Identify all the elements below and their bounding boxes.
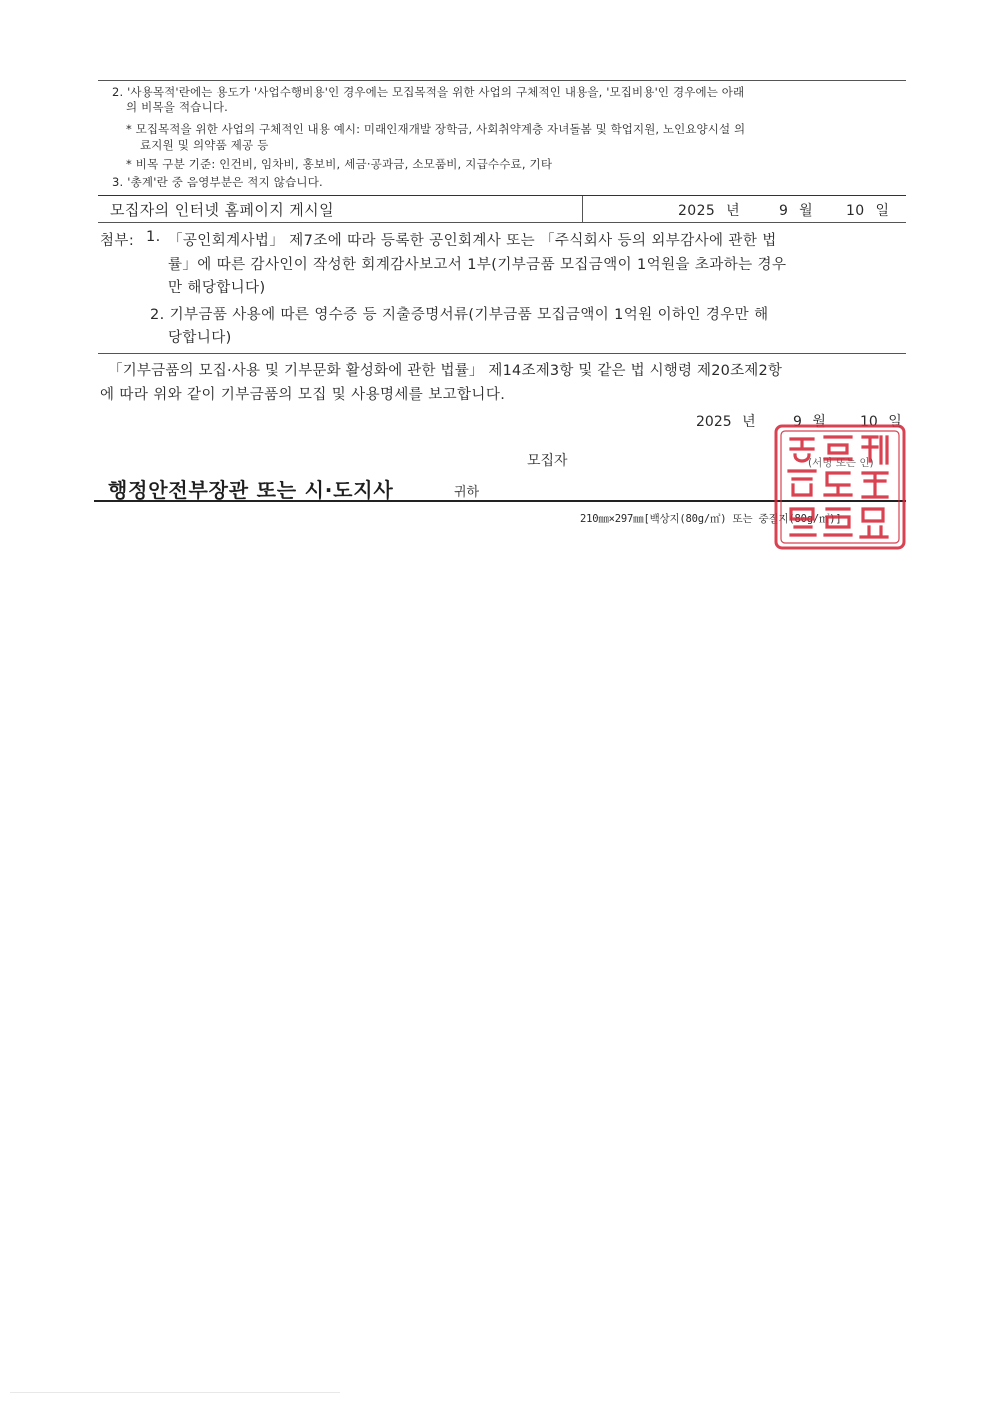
paper-spec: 210㎜×297㎜[백상지(80g/㎡) 또는 중질지(80g/㎡)] [580, 513, 842, 525]
attachment-2-line2: 당합니다) [168, 330, 232, 346]
posting-year-unit: 년 [726, 203, 741, 219]
posting-month-value: 9 [779, 203, 789, 219]
scan-edge-line [10, 1392, 340, 1393]
statement-line2: 에 따라 위와 같이 기부금품의 모집 및 사용명세를 보고합니다. [100, 387, 506, 403]
posting-month [779, 200, 813, 220]
posting-month-unit: 월 [799, 203, 814, 219]
signature-month-unit: 월 [812, 414, 826, 430]
posting-row-divider [582, 196, 583, 222]
note-3: 3. '총계'란 중 음영부분은 적지 않습니다. [112, 175, 323, 189]
note-bullet-1-line1: * 모집목적을 위한 사업의 구체적인 내용 예시: 미래인재개발 장학금, 사회취약계층 자녀돌봄 및 학업지원, 노인요양시설 의 [126, 122, 746, 136]
posting-year [678, 200, 740, 220]
note-2-line1: 2. '사용목적'란에는 용도가 '사업수행비용'인 경우에는 모집목적을 위한 사업의 구체적인 내용을, '모집비용'인 경우에는 아래 [112, 85, 745, 99]
posting-row-top-rule [98, 195, 906, 196]
signature-year [696, 411, 756, 431]
note-bullet-1-line2: 료지원 및 의약품 제공 등 [140, 138, 269, 152]
attachment-1-number: 1. [146, 229, 161, 245]
posting-day-unit: 일 [875, 203, 890, 219]
posting-date-label: 모집자의 인터넷 홈페이지 게시일 [110, 201, 334, 219]
signature-day-unit: 일 [888, 414, 902, 430]
recruiter-label: 모집자 [527, 453, 568, 469]
signature-year-unit: 년 [742, 414, 756, 430]
posting-day [846, 200, 889, 220]
signature-month-value: 9 [793, 414, 802, 430]
signature-day-value: 10 [860, 414, 878, 430]
attachment-1-line3: 만 해당합니다) [168, 280, 266, 296]
top-rule [98, 80, 906, 81]
posting-row-bottom-rule [98, 222, 906, 223]
attachment-1-line2: 률」에 따른 감사인이 작성한 회계감사보고서 1부(기부금품 모집금액이 1억원을 초과하는 경우 [168, 257, 787, 273]
official-seal-stamp [773, 423, 907, 551]
addressee-suffix: 귀하 [454, 485, 480, 500]
signature-year-value: 2025 [696, 414, 732, 430]
attachment-2-line1: 2. 기부금품 사용에 따른 영수증 등 지출증명서류(기부금품 모집금액이 1억원 이하인 경우만 해 [150, 307, 769, 323]
posting-day-value: 10 [846, 203, 865, 219]
attachments-prefix: 첨부: [100, 233, 135, 249]
posting-year-value: 2025 [678, 203, 716, 219]
addressee-name: 행정안전부장관 또는 시·도지사 [108, 478, 394, 502]
attachment-1-line1: 「공인회계사법」 제7조에 따라 등록한 공인회계사 또는 「주식회사 등의 외부감사에 관한 법 [168, 233, 777, 249]
note-2-line2: 의 비목을 적습니다. [126, 100, 229, 114]
statement-line1: 「기부금품의 모집·사용 및 기부문화 활성화에 관한 법률」 제14조제3항 및 같은 법 시행령 제20조제2항 [108, 363, 783, 379]
note-bullet-2: * 비목 구분 기준: 인건비, 임차비, 홍보비, 세금·공과금, 소모품비, 지급수수료, 기타 [126, 157, 553, 171]
attachments-bottom-rule [98, 353, 906, 354]
sign-or-seal-hint: (서명 또는 인) [808, 457, 874, 469]
